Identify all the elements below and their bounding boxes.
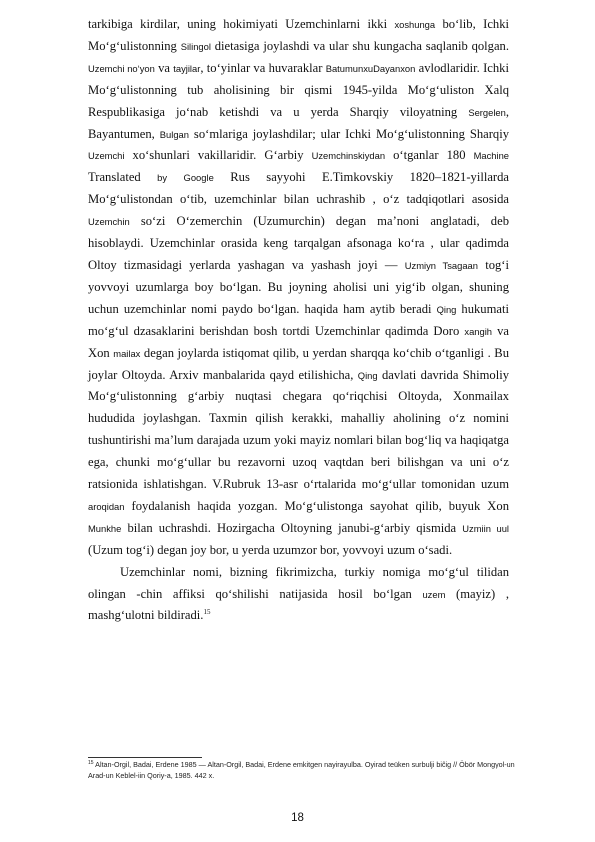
- page-body: [88, 14, 509, 627]
- sans-term: Uzemchin: [88, 216, 130, 228]
- sans-term: tayjilar: [173, 62, 201, 74]
- sans-term: xoshunga: [394, 19, 436, 30]
- paragraph-1: tarkibiga kirdilar, uning hokimiyati Uzemchinlarni ikki xoshunga bo‘lib, Ichki Mo‘g‘ulistonning Silingol dietasiga joylashdi va ular shu kungacha saqlanib qolgan. Uzemchi no‘yon va tayjilar, to‘yinlar va huvaraklar BatumunxuDayanxon avlodlaridir. Ichki Mo‘g‘ulistonning tub aholisining bir qismi 1945-yilda Mo‘g‘uliston Xalq Respublikasiga jo‘nab ketishdi va u yerda Sharqiy viloyatning Sergelen, Bayantumen, Bulgan so‘mlariga joylashdilar; ular Ichki Mo‘g‘ulistonning Sharqiy Uzemchi xo‘shunlari vakillaridir. G‘arbiy Uzemchinskiydan o‘tganlar 180 Machine Translated by Google Rus sayyohi E.Timkovskiy 1820–1821-yillarda Mo‘g‘ulistondan o‘tib, uzemchinlar bilan uchrashib , o‘z tadqiqotlari asosida Uzemchin so‘zi O‘zemerchin (Uzumurchin) degan ma’noni anglatadi, deb hisoblaydi. Uzemchinlar orasida keng tarqalgan afsonaga ko‘ra , ular qadimda Oltoy tizmasidagi yerlarda yashagan va yashash joyi — Uzmiyn Tsagaan tog‘i yovvoyi uzumlarga boy bo‘lgan. Bu joyning aholisi uni yig‘ib olgan, shuning uchun uzemchinlar nomi paydo bo‘lgan. haqida ham aytib beradi Qing hukumati mo‘g‘ul dzasaklarini berishdan bosh tortdi Uzemchinlar qadimda Doro xangih va Xon mailax degan joylarda istiqomat qilib, u yerdan sharqqa ko‘chib o‘tganligi . Bu joylar Oltoyda. Arxiv manbalarida qayd etilishicha, Qing davlati davrida Shimoliy Mo‘g‘ulistonning g‘arbiy nuqtasi chegara qo‘riqchisi Oltoyda, Xonmailax hududida joylashgan. Taxmin qilish kerakki, mahalliy aholining o‘z nomini tushuntirishi ma’lum darajada uzum yoki mayiz nomlari bilan bog‘liq va haqiqatga ega, chunki mo‘g‘ullar bu rezavorni uzoq vaqtdan beri bilishgan va uni o‘z ratsionida ishlatishgan. V.Rubruk 13-asr o‘rtalarida mo‘g‘ullar tomonidan uzum aroqidan foydalanish haqida yozgan. Mo‘g‘ulistonga sayohat qilib, buyuk Xon Munkhe bilan uchrashdi. Hozirgacha Oltoyning janubi-g‘arbiy qismida Uzmiin uul (Uzum tog‘i) degan joy bor, u yerda uzumzor bor, yovvoyi uzum o‘sadi.: [88, 17, 510, 557]
- page-number: 18: [291, 812, 304, 824]
- sans-term: Uzmiyn Tsagaan: [404, 259, 478, 271]
- sans-term: Uzemchi no‘yon: [88, 62, 155, 74]
- sans-term: by: [157, 172, 168, 184]
- sans-term: Uzemchi: [88, 150, 125, 162]
- sans-term: mailax: [113, 347, 141, 359]
- sans-term: Machine: [473, 150, 509, 162]
- sans-term: Munkhe: [88, 522, 122, 534]
- sans-term: Sergelen: [468, 106, 506, 118]
- paragraph-2: [88, 562, 509, 628]
- paragraph-2-text: Uzemchinlar nomi, bizning fikrimizcha, turkiy nomiga mo‘g‘ul tilidan olingan -chin affiksi qo‘shilishi natijasida hosil bo‘lgan uzem (mayiz) , mashg‘ulotni bildiradi.: [88, 564, 509, 623]
- sans-term: aroqidan: [88, 500, 125, 512]
- sans-term: xangih: [464, 325, 493, 337]
- sans-term: Uzmiin uul: [462, 522, 509, 534]
- sans-term: Qing: [357, 369, 378, 381]
- footnote-number: 15: [88, 760, 94, 766]
- sans-term: BatumunxuDayanxon: [325, 62, 416, 74]
- sans-term: Qing: [436, 303, 457, 315]
- sans-term: Uzemchinskiydan: [311, 150, 386, 162]
- footnote-text: Altan-Orgil, Badai, Erdene 1985 — Altan-Orgil, Badai, Erdene emkitgen nayirayulba. Oyirad teüken surbulji biĉig // Öbör Mongγol-un Arad-un Keblel-iin Qoriy-a, 1985. 442 x.: [88, 760, 515, 780]
- footnote-divider: [88, 757, 202, 758]
- sans-term: Silingol: [180, 40, 211, 52]
- footnote: [88, 760, 528, 781]
- sans-term: Google: [183, 172, 214, 184]
- sans-term: uzem: [422, 588, 446, 600]
- sans-term: Bulgan: [159, 128, 189, 140]
- footnote-ref: 15: [203, 608, 211, 617]
